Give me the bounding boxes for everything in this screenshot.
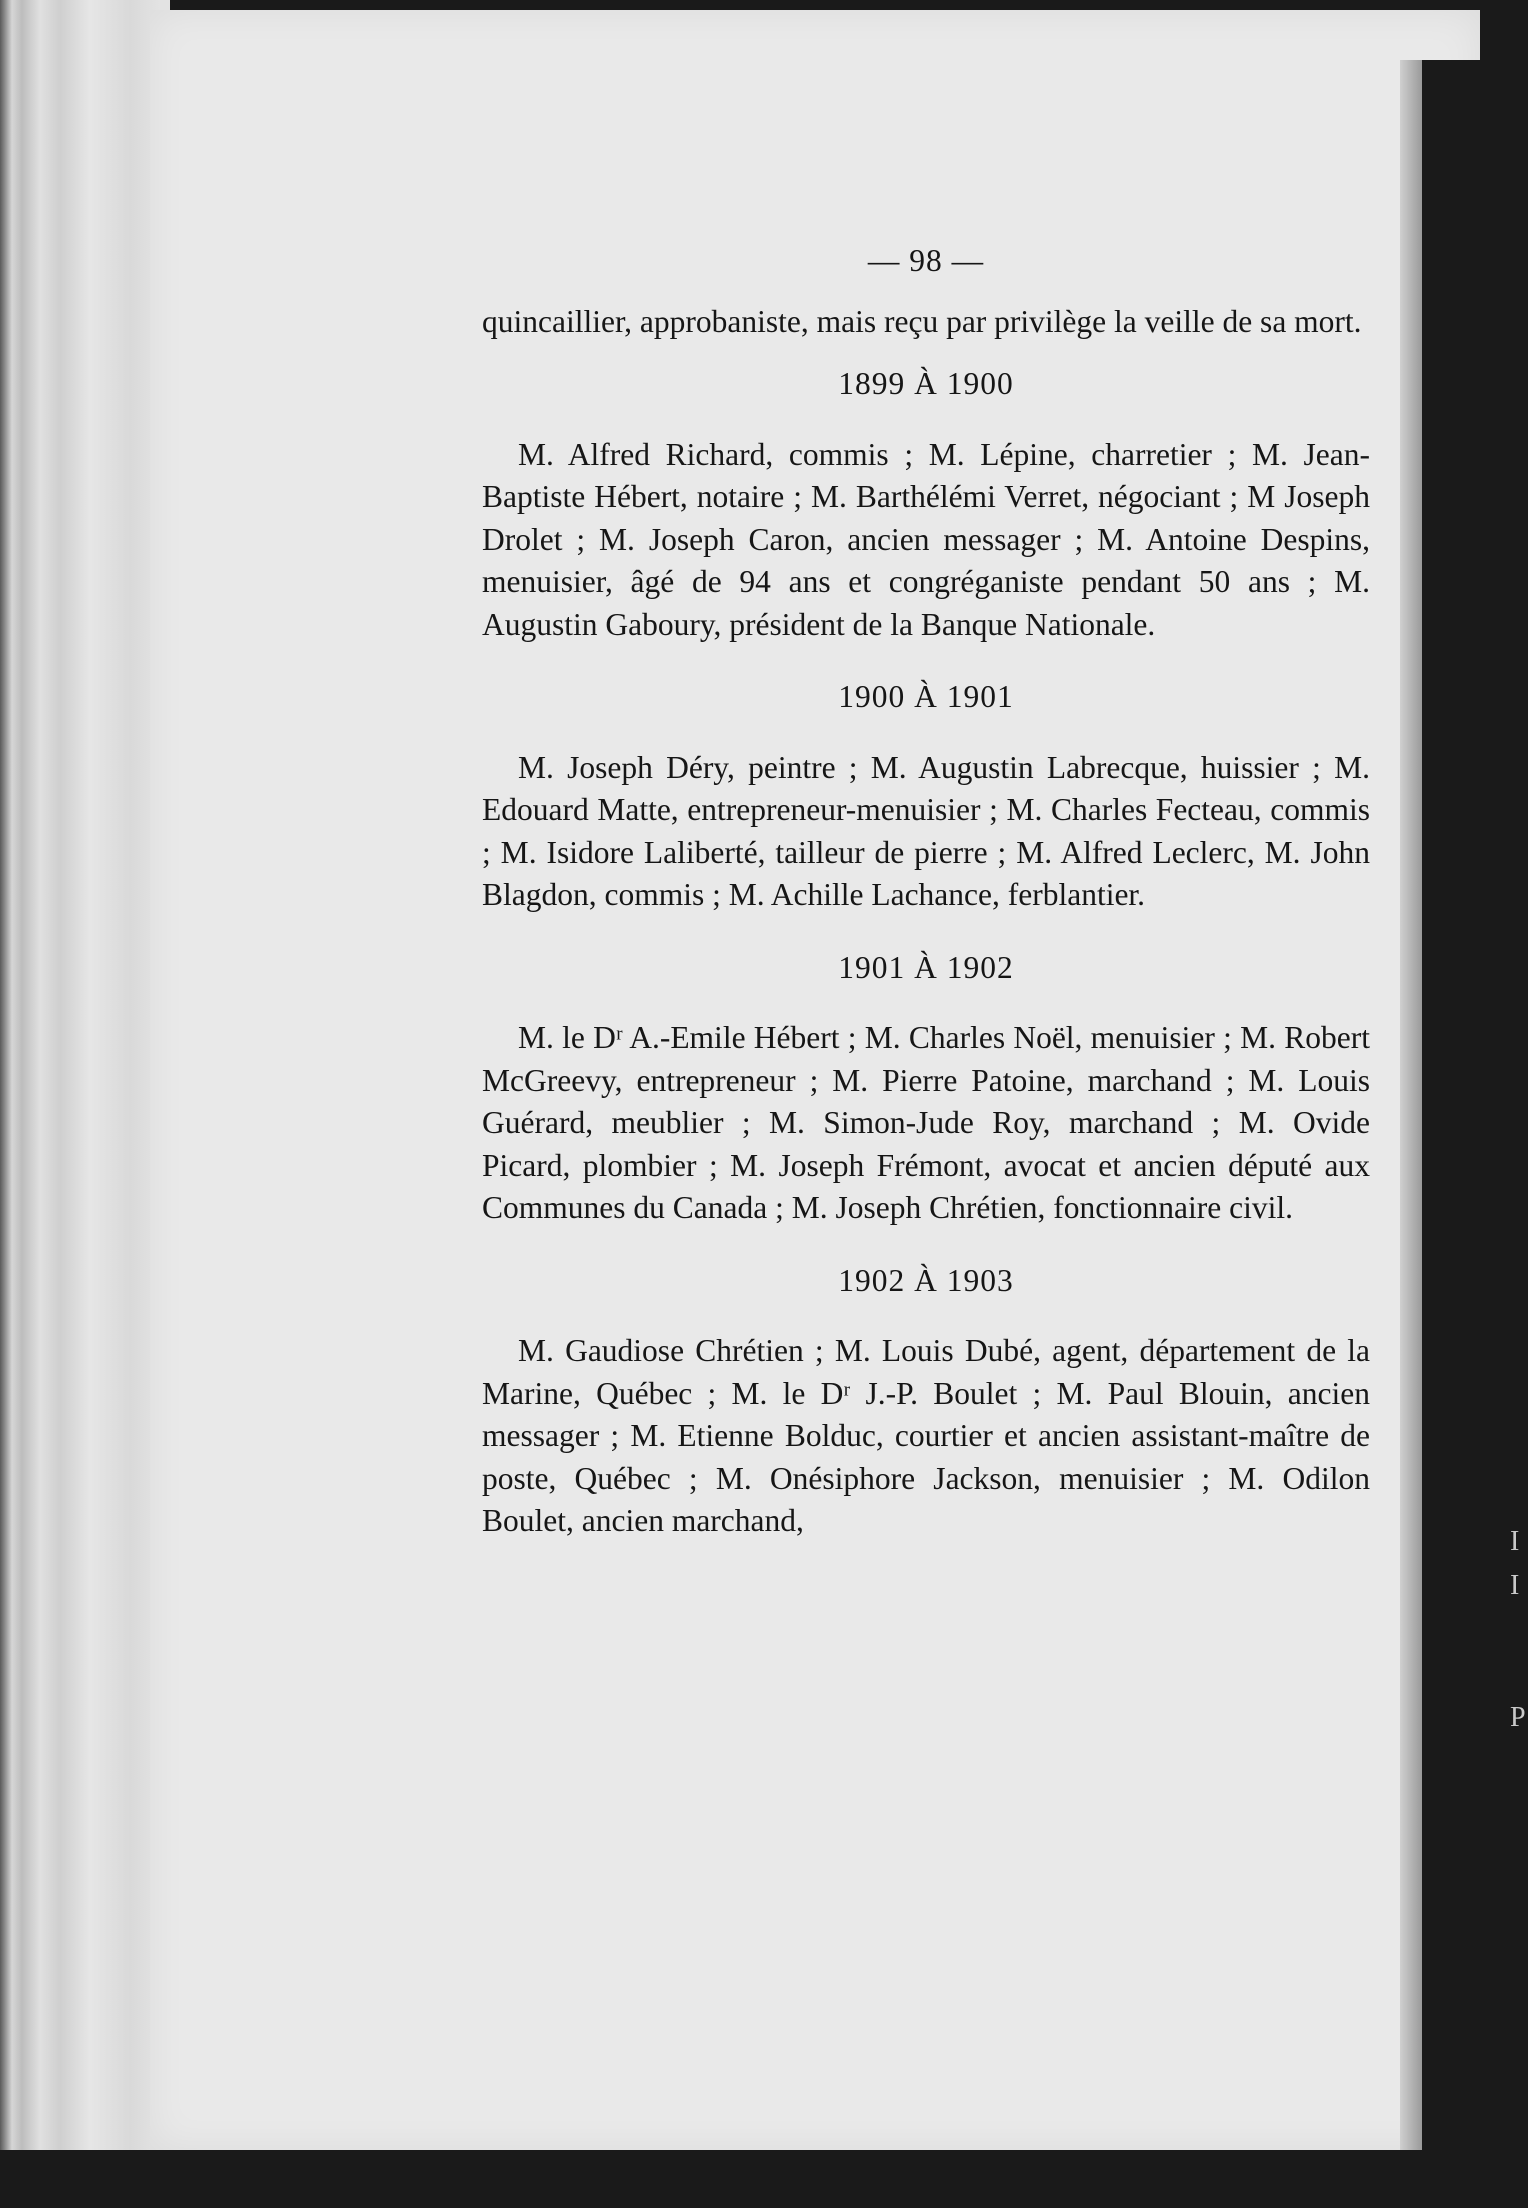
year-heading-1902-1903: 1902 À 1903 — [838, 1262, 1014, 1298]
page-text-column — [482, 240, 1370, 1543]
section-paragraph-1900-1901: M. Joseph Déry, peintre ; M. Augustin Labrecque, huissier ; M. Edouard Matte, entrepreneur-menuisier ; M. Charles Fecteau, commis ; M. Isidore Laliberté, tailleur de pierre ; M. Alfred Leclerc, M. John Blagdon, commis ; M. Achille Lachance, ferblantier. — [482, 749, 1370, 912]
year-heading-1900-1901: 1900 À 1901 — [838, 679, 1014, 714]
facing-page-shadow — [1422, 60, 1528, 2160]
year-heading-1901-1902: 1901 À 1902 — [838, 949, 1014, 985]
facing-page-mark: P — [1510, 1702, 1526, 1733]
facing-page-mark — [1510, 1608, 1526, 1652]
section-paragraph-1899-1900: M. Alfred Richard, commis ; M. Lépine, charretier ; M. Jean-Baptiste Hébert, notaire ; M. Barthélémi Verret, négociant ; M Joseph Drolet ; M. Joseph Caron, ancien messager ; M. Antoine Despins, menuisier, âgé de 94 ans et congréganiste pendant 50 ans ; M. Augustin Gaboury, président de la Banque Nationale. — [482, 436, 1370, 642]
intro-paragraph: quincaillier, approbaniste, mais reçu par privilège la veille de sa mort. — [482, 303, 1362, 339]
facing-page-fragments — [1510, 1520, 1526, 1740]
right-page-edge — [1400, 60, 1422, 2150]
left-page-edges — [0, 0, 170, 2150]
section-paragraph-1901-1902: M. le Dʳ A.-Emile Hébert ; M. Charles Noël, menuisier ; M. Robert McGreevy, entrepreneur ; M. Pierre Patoine, marchand ; M. Louis Guérard, meublier ; M. Simon-Jude Roy, marchand ; M. Ovide Picard, plombier ; M. Joseph Frémont, avocat et ancien député aux Communes du Canada ; M. Joseph Chrétien, fonctionnaire civil. — [482, 1020, 1370, 1225]
page-number: — 98 — — [867, 243, 985, 278]
facing-page-mark — [1510, 1652, 1526, 1696]
year-heading-1899-1900: 1899 À 1900 — [838, 366, 1014, 401]
facing-page-mark: I — [1510, 1526, 1520, 1557]
section-paragraph-1902-1903: M. Gaudiose Chrétien ; M. Louis Dubé, agent, département de la Marine, Québec ; M. le Dʳ J.-P. Boulet ; M. Paul Blouin, ancien messager ; M. Etienne Bolduc, courtier et ancien assistant-maître de poste, Québec ; M. Onésiphore Jackson, menuisier ; M. Odilon Boulet, ancien marchand, — [482, 1333, 1370, 1538]
facing-page-mark: I — [1510, 1570, 1520, 1601]
